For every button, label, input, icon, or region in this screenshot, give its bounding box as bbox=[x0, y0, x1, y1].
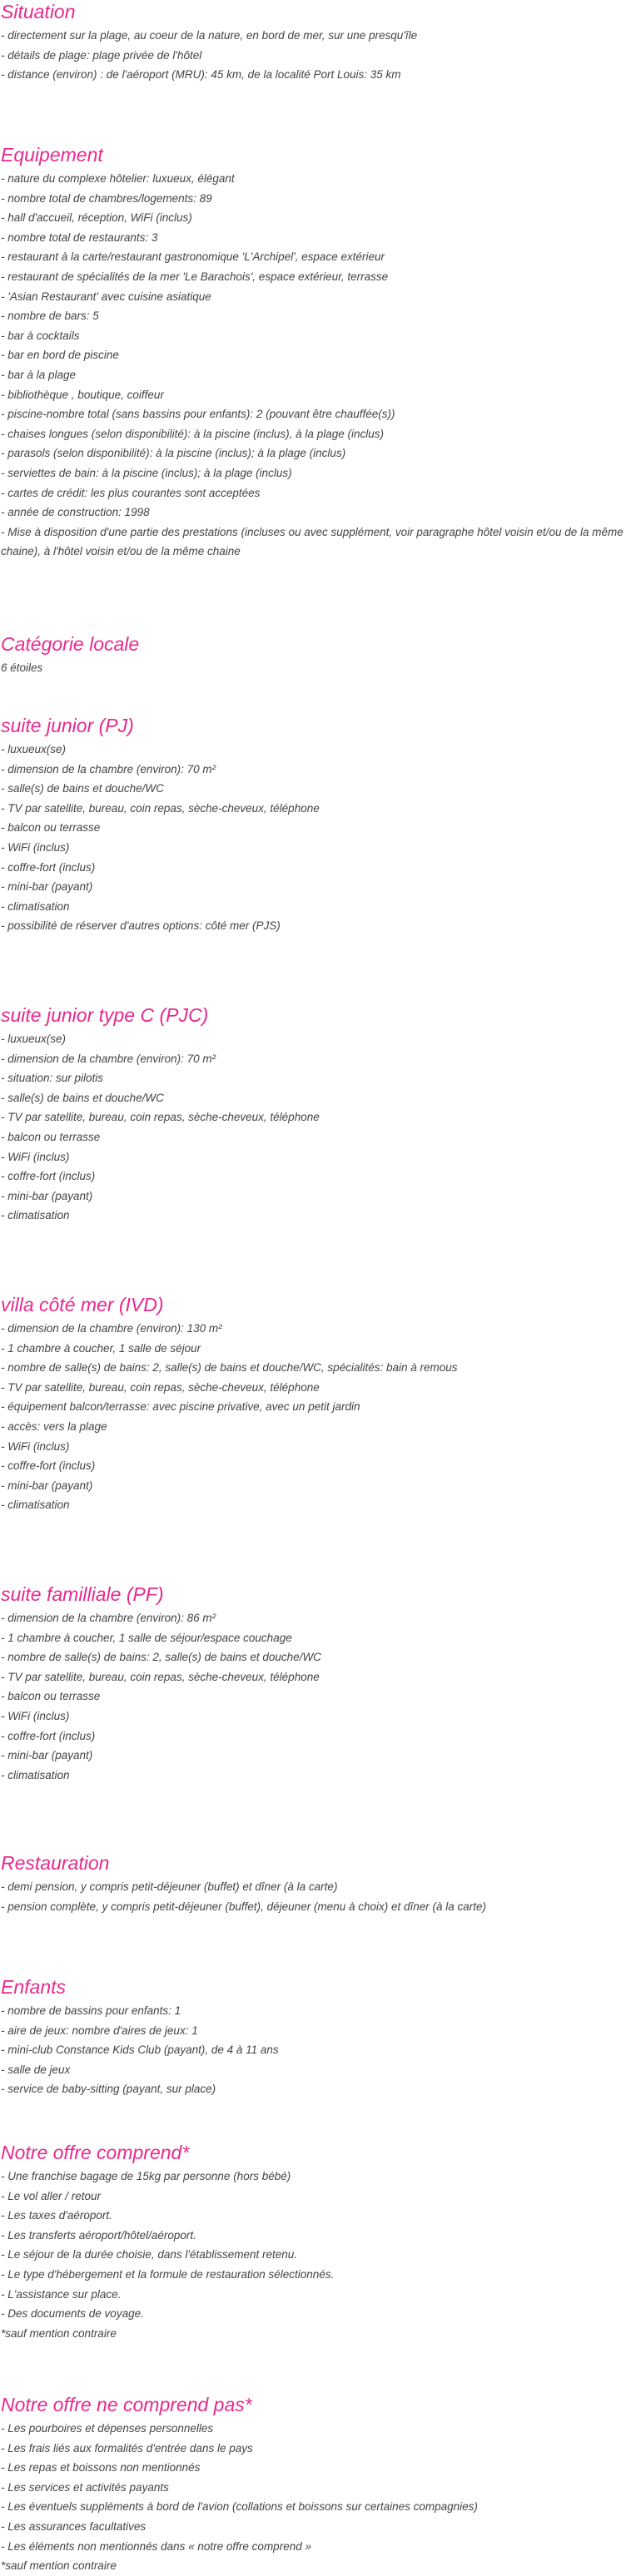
section-4 bbox=[0, 1003, 631, 1226]
list-item: - TV par satellite, bureau, coin repas, sèche-cheveux, téléphone bbox=[1, 801, 320, 815]
list-item: - année de construction: 1998 bbox=[1, 506, 150, 519]
section-lines bbox=[0, 2167, 631, 2343]
section-3 bbox=[0, 714, 631, 936]
section-lines bbox=[0, 169, 631, 562]
list-item: - nombre total de restaurants: 3 bbox=[1, 230, 158, 244]
section-title: villa côté mer (IVD) bbox=[1, 1294, 164, 1315]
list-item: - Les repas et boissons non mentionnés bbox=[1, 2461, 201, 2474]
section-title: Notre offre comprend* bbox=[1, 2142, 190, 2163]
list-item: - Les pourboires et dépenses personnelles bbox=[1, 2422, 214, 2435]
list-item: - WiFi (inclus) bbox=[1, 1439, 70, 1453]
list-item: - Le vol aller / retour bbox=[1, 2189, 102, 2202]
list-item: - L'assistance sur place. bbox=[1, 2287, 122, 2301]
list-item: - Les services et activités payants bbox=[1, 2480, 169, 2494]
list-item: - 1 chambre à coucher, 1 salle de séjour bbox=[1, 1341, 201, 1355]
section-6 bbox=[0, 1583, 631, 1785]
list-item: - TV par satellite, bureau, coin repas, sèche-cheveux, téléphone bbox=[1, 1111, 320, 1124]
list-item: - mini-bar (payant) bbox=[1, 1189, 93, 1202]
list-item: - Les éléments non mentionnés dans « notre offre comprend » bbox=[1, 2539, 311, 2553]
section-2 bbox=[0, 632, 631, 678]
section-lines bbox=[0, 1877, 631, 1916]
list-item: - Les transferts aéroport/hôtel/aéroport. bbox=[1, 2228, 196, 2242]
section-1 bbox=[0, 143, 631, 562]
list-item: - nature du complexe hôtelier: luxueux, élégant bbox=[1, 172, 235, 185]
section-8 bbox=[0, 1975, 631, 2099]
list-item: - luxueux(se) bbox=[1, 743, 67, 755]
list-item: - directement sur la plage, au coeur de la nature, en bord de mer, sur une presqu'île bbox=[1, 29, 418, 42]
list-item: - Les éventuels suppléments à bord de l'avion (collations et boissons sur certaines compagnies) bbox=[1, 2500, 478, 2514]
list-item: - balcon ou terrasse bbox=[1, 821, 101, 835]
list-item: *sauf mention contraire bbox=[1, 2326, 117, 2340]
section-lines bbox=[0, 2419, 631, 2576]
list-item: - situation: sur pilotis bbox=[1, 1072, 104, 1085]
section-title: Notre offre ne comprend pas* bbox=[1, 2394, 252, 2415]
list-item: - luxueux(se) bbox=[1, 1033, 67, 1045]
list-item: - pension complète, y compris petit-déjeuner (buffet), déjeuner (menu à choix) et dîner (à la carte) bbox=[1, 1900, 487, 1913]
list-item: - climatisation bbox=[1, 1209, 70, 1222]
list-item: - mini-bar (payant) bbox=[1, 1479, 93, 1492]
section-lines bbox=[0, 740, 631, 936]
list-item: - Une franchise bagage de 15kg par personne (hors bébé) bbox=[1, 2170, 291, 2182]
section-0 bbox=[0, 0, 631, 85]
section-lines bbox=[0, 2001, 631, 2099]
list-item: - cartes de crédit: les plus courantes sont acceptées bbox=[1, 486, 261, 499]
list-item: - coffre-fort (inclus) bbox=[1, 860, 96, 874]
section-lines bbox=[0, 1319, 631, 1515]
list-item: - coffre-fort (inclus) bbox=[1, 1459, 96, 1473]
section-title: suite junior type C (PJC) bbox=[1, 1004, 209, 1026]
list-item: - Des documents de voyage. bbox=[1, 2307, 144, 2321]
section-7 bbox=[0, 1851, 631, 1916]
list-item: - équipement balcon/terrasse: avec piscine privative, avec un petit jardin bbox=[1, 1400, 360, 1414]
list-item: - Les assurances facultatives bbox=[1, 2519, 147, 2533]
section-5 bbox=[0, 1293, 631, 1515]
list-item: - climatisation bbox=[1, 1499, 70, 1512]
list-item: - WiFi (inclus) bbox=[1, 1709, 70, 1722]
section-lines bbox=[0, 1029, 631, 1226]
list-item: - nombre total de chambres/logements: 89 bbox=[1, 191, 212, 205]
list-item: *sauf mention contraire bbox=[1, 2559, 117, 2573]
list-item: - balcon ou terrasse bbox=[1, 1130, 101, 1143]
list-item: - serviettes de bain: à la piscine (inclus); à la plage (inclus) bbox=[1, 466, 292, 479]
list-item: - restaurant de spécialités de la mer 'Le Barachois', espace extérieur, terrasse bbox=[1, 270, 389, 283]
list-item: - salle(s) de bains et douche/WC bbox=[1, 782, 164, 795]
section-title: Situation bbox=[1, 1, 76, 22]
list-item: - possibilité de réserver d'autres options: côté mer (PJS) bbox=[1, 919, 281, 933]
list-item: - Les taxes d'aéroport. bbox=[1, 2209, 112, 2222]
list-item: - dimension de la chambre (environ): 130 m² bbox=[1, 1322, 222, 1335]
section-title: suite familliale (PF) bbox=[1, 1583, 164, 1605]
section-title: Catégorie locale bbox=[1, 633, 140, 655]
list-item: - mini-bar (payant) bbox=[1, 1749, 93, 1762]
list-item: - dimension de la chambre (environ): 86 m² bbox=[1, 1612, 216, 1624]
list-item: - Les frais liés aux formalités d'entrée dans le pays bbox=[1, 2441, 253, 2455]
list-item: - Mise à disposition d'une partie des prestations (incluses ou avec supplément, voir paragraphe hôtel voisin et/ou de la même chaine), à l'hôtel voisin et/ou de la même chaine bbox=[1, 525, 624, 558]
list-item: - accès: vers la plage bbox=[1, 1419, 107, 1433]
section-title: Equipement bbox=[1, 144, 103, 166]
list-item: - distance (environ) : de l'aéroport (MRU): 45 km, de la localité Port Louis: 35 km bbox=[1, 68, 401, 82]
list-item: - dimension de la chambre (environ): 70 m² bbox=[1, 762, 216, 775]
list-item: - dimension de la chambre (environ): 70 m² bbox=[1, 1052, 216, 1065]
list-item: - TV par satellite, bureau, coin repas, sèche-cheveux, téléphone bbox=[1, 1380, 320, 1394]
list-item: - nombre de salle(s) de bains: 2, salle(s) de bains et douche/WC, spécialités: bain à remous bbox=[1, 1361, 458, 1375]
list-item: - bar en bord de piscine bbox=[1, 349, 119, 362]
list-item: - salle(s) de bains et douche/WC bbox=[1, 1091, 164, 1104]
section-lines bbox=[0, 1608, 631, 1785]
list-item: - détails de plage: plage privée de l'hôtel bbox=[1, 48, 202, 62]
list-item: - demi pension, y compris petit-déjeuner (buffet) et dîner (à la carte) bbox=[1, 1880, 338, 1893]
list-item: - 1 chambre à coucher, 1 salle de séjour/espace couchage bbox=[1, 1631, 292, 1644]
section-10 bbox=[0, 2393, 631, 2576]
section-9 bbox=[0, 2141, 631, 2343]
list-item: - coffre-fort (inclus) bbox=[1, 1170, 96, 1183]
list-item: - chaises longues (selon disponibilité): à la piscine (inclus), à la plage (inclus) bbox=[1, 427, 384, 440]
list-item: - service de baby-sitting (payant, sur place) bbox=[1, 2083, 216, 2096]
section-lines bbox=[0, 26, 631, 85]
list-item: - hall d'accueil, réception, WiFi (inclus) bbox=[1, 211, 192, 225]
list-item: - mini-club Constance Kids Club (payant), de 4 à 11 ans bbox=[1, 2043, 279, 2057]
section-title: Enfants bbox=[1, 1976, 66, 1998]
list-item: - climatisation bbox=[1, 1768, 70, 1781]
list-item: - balcon ou terrasse bbox=[1, 1690, 101, 1703]
list-item: - nombre de bassins pour enfants: 1 bbox=[1, 2004, 181, 2017]
list-item: - climatisation bbox=[1, 899, 70, 913]
list-item: - bibliothèque , boutique, coiffeur bbox=[1, 388, 164, 401]
list-item: - TV par satellite, bureau, coin repas, sèche-cheveux, téléphone bbox=[1, 1670, 320, 1683]
list-item: - bar à la plage bbox=[1, 368, 77, 381]
list-item: - parasols (selon disponibilité): à la piscine (inclus); à la plage (inclus) bbox=[1, 447, 346, 460]
list-item: - nombre de salle(s) de bains: 2, salle(s) de bains et douche/WC bbox=[1, 1651, 321, 1664]
list-item: - 'Asian Restaurant' avec cuisine asiatique bbox=[1, 290, 211, 303]
list-item: - mini-bar (payant) bbox=[1, 880, 93, 894]
section-title: suite junior (PJ) bbox=[1, 715, 134, 736]
list-item: - piscine-nombre total (sans bassins pour enfants): 2 (pouvant être chauffée(s)) bbox=[1, 408, 395, 421]
list-item: - Le type d'hébergement et la formule de restauration sélectionnés. bbox=[1, 2267, 335, 2281]
list-item: - Le séjour de la durée choisie, dans l'établissement retenu. bbox=[1, 2248, 298, 2261]
list-item: - nombre de bars: 5 bbox=[1, 310, 99, 323]
section-lines bbox=[0, 658, 631, 678]
list-item: - restaurant à la carte/restaurant gastronomique 'L'Archipel', espace extérieur bbox=[1, 250, 385, 264]
list-item: - coffre-fort (inclus) bbox=[1, 1729, 96, 1742]
section-title: Restauration bbox=[1, 1852, 110, 1874]
list-item: - salle de jeux bbox=[1, 2063, 71, 2076]
list-item: - bar à cocktails bbox=[1, 329, 80, 342]
list-item: - aire de jeux: nombre d'aires de jeux: 1 bbox=[1, 2024, 198, 2037]
list-item: 6 étoiles bbox=[1, 661, 43, 674]
list-item: - WiFi (inclus) bbox=[1, 840, 70, 854]
list-item: - WiFi (inclus) bbox=[1, 1150, 70, 1163]
